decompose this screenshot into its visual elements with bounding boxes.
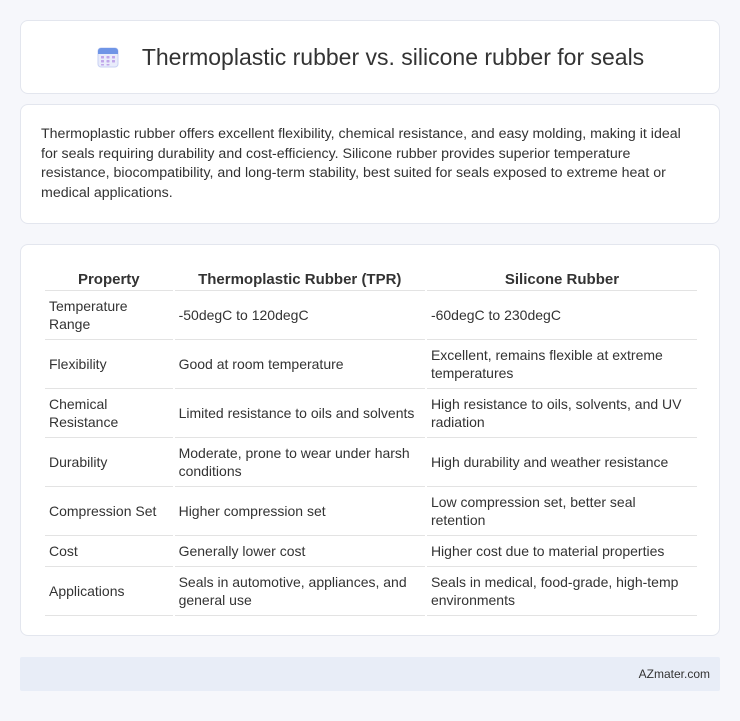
table-row	[45, 389, 697, 438]
footer-site-name: AZmater.com	[638, 667, 710, 681]
silicone-cell: -60degC to 230degC	[427, 291, 697, 340]
page-title: Thermoplastic rubber vs. silicone rubber for seals	[141, 43, 645, 70]
property-cell: Applications	[45, 567, 173, 616]
header-property: Property	[45, 263, 173, 291]
silicone-cell: Excellent, remains flexible at extreme temperatures	[427, 340, 697, 389]
footer-bar	[20, 657, 720, 691]
comparison-table-card	[20, 244, 720, 636]
table-row	[45, 536, 697, 567]
header-tpr: Thermoplastic Rubber (TPR)	[175, 263, 425, 291]
tpr-cell: Moderate, prone to wear under harsh conditions	[175, 438, 425, 487]
tpr-cell: -50degC to 120degC	[175, 291, 425, 340]
property-cell: Flexibility	[45, 340, 173, 389]
tpr-cell: Good at room temperature	[175, 340, 425, 389]
table-row	[45, 340, 697, 389]
table-row	[45, 567, 697, 616]
property-cell: Cost	[45, 536, 173, 567]
title-card	[20, 20, 720, 94]
header-silicone: Silicone Rubber	[427, 263, 697, 291]
tpr-cell: Higher compression set	[175, 487, 425, 536]
property-cell: Chemical Resistance	[45, 389, 173, 438]
table-header-row	[45, 263, 697, 291]
property-cell: Temperature Range	[45, 291, 173, 340]
table-row	[45, 291, 697, 340]
intro-paragraph: Thermoplastic rubber offers excellent flexibility, chemical resistance, and easy molding, making it ideal for seals requiring durability and cost-efficiency. Silicone rubber provides superior temperature resistance, biocompatibility, and long-term stability, best suited for seals exposed to extreme heat or medical applications.	[41, 126, 681, 201]
tpr-cell: Generally lower cost	[175, 536, 425, 567]
tpr-cell: Seals in automotive, appliances, and general use	[175, 567, 425, 616]
table-row	[45, 438, 697, 487]
intro-card	[20, 104, 720, 224]
silicone-cell: High durability and weather resistance	[427, 438, 697, 487]
calendar-icon	[96, 45, 120, 69]
property-cell: Compression Set	[45, 487, 173, 536]
tpr-cell: Limited resistance to oils and solvents	[175, 389, 425, 438]
comparison-table	[43, 263, 699, 616]
property-cell: Durability	[45, 438, 173, 487]
silicone-cell: Low compression set, better seal retention	[427, 487, 697, 536]
silicone-cell: Higher cost due to material properties	[427, 536, 697, 567]
silicone-cell: High resistance to oils, solvents, and UV radiation	[427, 389, 697, 438]
silicone-cell: Seals in medical, food-grade, high-temp environments	[427, 567, 697, 616]
table-row	[45, 487, 697, 536]
